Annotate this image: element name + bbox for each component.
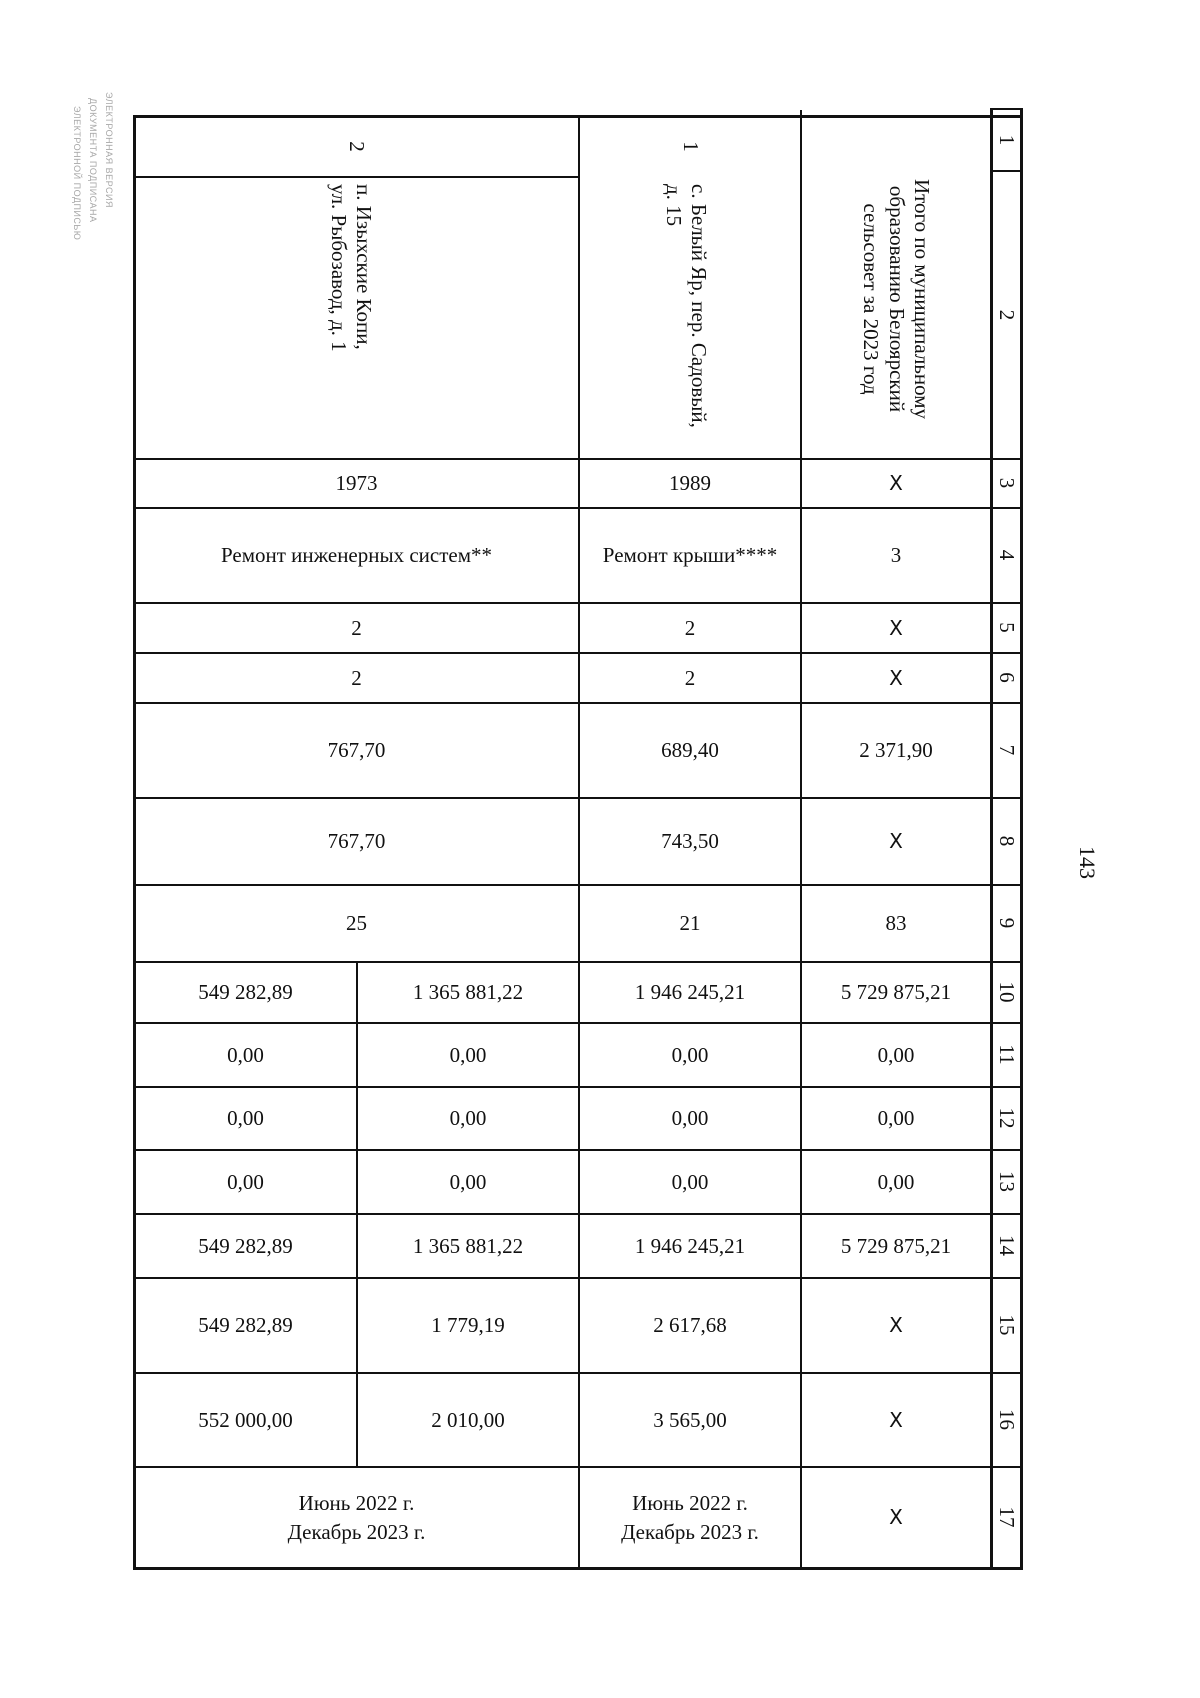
totals-c12: 0,00 bbox=[877, 1106, 915, 1131]
column-number: 4 bbox=[994, 549, 1019, 561]
totals-c3: X bbox=[889, 471, 903, 495]
row-1-c7: 689,40 bbox=[661, 738, 719, 763]
row-2-left-c12: 0,00 bbox=[227, 1106, 264, 1131]
column-number: 2 bbox=[994, 309, 1019, 321]
row-1-c13: 0,00 bbox=[671, 1169, 709, 1194]
totals-label-text: Итого по муниципальному образованию Белоярский сельсовет за 2023 год bbox=[859, 178, 934, 420]
stamp-line: ДОКУМЕНТА ПОДПИСАНА bbox=[88, 98, 98, 223]
totals-c8: X bbox=[889, 829, 903, 853]
column-number: 17 bbox=[994, 1506, 1019, 1528]
totals-c13: 0,00 bbox=[877, 1169, 915, 1194]
row-2-c17: Июнь 2022 г. Декабрь 2023 г. bbox=[287, 1491, 426, 1544]
row-2-address bbox=[321, 178, 381, 458]
row-2-c5: 2 bbox=[351, 615, 362, 640]
totals-c4: 3 bbox=[890, 543, 902, 568]
totals-label bbox=[802, 140, 990, 458]
row-2-work-type: Ремонт инженерных систем** bbox=[220, 543, 493, 568]
row-1-address bbox=[656, 178, 716, 458]
column-number: 7 bbox=[994, 744, 1019, 756]
row-1-c11: 0,00 bbox=[671, 1042, 709, 1067]
column-number: 12 bbox=[994, 1107, 1019, 1129]
row-2-right-c12: 0,00 bbox=[449, 1106, 487, 1131]
row-2-c7: 767,70 bbox=[327, 738, 386, 763]
row-1-c16: 3 565,00 bbox=[653, 1407, 727, 1432]
row-1-c6: 2 bbox=[684, 665, 696, 690]
row-2-left-c11: 0,00 bbox=[227, 1042, 264, 1067]
column-number: 16 bbox=[994, 1409, 1019, 1430]
row-2-left-c10: 549 282,89 bbox=[198, 980, 293, 1005]
row-1-address-text: с. Белый Яр, пер. Садовый, д. 15 bbox=[662, 184, 712, 428]
totals-c10: 5 729 875,21 bbox=[840, 980, 952, 1005]
row-1-c14: 1 946 245,21 bbox=[634, 1233, 746, 1258]
row-2-right-c14: 1 365 881,22 bbox=[412, 1233, 524, 1258]
totals-c15: X bbox=[889, 1313, 903, 1337]
row-1-work-type: Ремонт крыши**** bbox=[602, 543, 778, 568]
column-number: 10 bbox=[994, 981, 1019, 1003]
row-2-right-c13: 0,00 bbox=[449, 1169, 487, 1194]
row-2-c9: 25 bbox=[346, 911, 367, 936]
totals-c16: X bbox=[889, 1407, 903, 1432]
row-2-right-c11: 0,00 bbox=[449, 1042, 487, 1067]
row-2-right-c10: 1 365 881,22 bbox=[412, 980, 524, 1005]
page-number: 143 bbox=[1075, 846, 1100, 879]
column-number: 5 bbox=[994, 622, 1019, 633]
row-1-c17: Июнь 2022 г. Декабрь 2023 г. bbox=[621, 1491, 759, 1544]
row-2-left-c13: 0,00 bbox=[227, 1169, 264, 1194]
row-2-right-c16: 2 010,00 bbox=[431, 1407, 505, 1432]
row-2-right-c15: 1 779,19 bbox=[431, 1313, 505, 1338]
totals-c7: 2 371,90 bbox=[859, 738, 933, 763]
row-1-c12: 0,00 bbox=[671, 1106, 709, 1131]
row-2-c6: 2 bbox=[351, 665, 362, 690]
totals-c11: 0,00 bbox=[877, 1042, 915, 1067]
row-1-c15: 2 617,68 bbox=[653, 1313, 727, 1338]
totals-c14: 5 729 875,21 bbox=[840, 1233, 952, 1258]
row-2-year: 1973 bbox=[335, 471, 378, 496]
row-1-c9: 21 bbox=[679, 911, 701, 936]
column-number: 13 bbox=[994, 1171, 1019, 1192]
row-2-left-c16: 552 000,00 bbox=[198, 1407, 293, 1432]
row-1-c10: 1 946 245,21 bbox=[634, 980, 746, 1005]
totals-c17: X bbox=[889, 1505, 903, 1529]
stamp-line: ЭЛЕКТРОННАЯ ВЕРСИЯ bbox=[104, 92, 114, 209]
document-stamp bbox=[34, 84, 116, 294]
column-number: 9 bbox=[994, 917, 1019, 929]
totals-c9: 83 bbox=[885, 911, 907, 936]
totals-c5: X bbox=[889, 615, 903, 640]
column-number: 1 bbox=[994, 134, 1019, 146]
totals-c6: X bbox=[889, 665, 903, 690]
column-number: 8 bbox=[994, 835, 1019, 847]
row-1-year: 1989 bbox=[669, 471, 711, 496]
row-2-c8: 767,70 bbox=[327, 829, 386, 854]
row-2-address-text: п. Изыхские Копи, ул. Рыбозавод, д. 1 bbox=[327, 184, 377, 352]
column-number: 6 bbox=[994, 672, 1019, 683]
row-2-number: 2 bbox=[345, 141, 370, 152]
row-2-left-c14: 549 282,89 bbox=[198, 1233, 293, 1258]
row-1-number: 1 bbox=[678, 141, 703, 152]
column-number: 3 bbox=[994, 477, 1019, 489]
column-number: 11 bbox=[994, 1044, 1019, 1065]
stamp-line: ЭЛЕКТРОННОЙ ПОДПИСЬЮ bbox=[72, 106, 82, 241]
column-number: 14 bbox=[994, 1235, 1019, 1256]
row-1-c5: 2 bbox=[684, 615, 696, 640]
column-number: 15 bbox=[994, 1314, 1019, 1336]
row-1-c8: 743,50 bbox=[661, 829, 719, 854]
row-2-left-c15: 549 282,89 bbox=[198, 1313, 293, 1338]
